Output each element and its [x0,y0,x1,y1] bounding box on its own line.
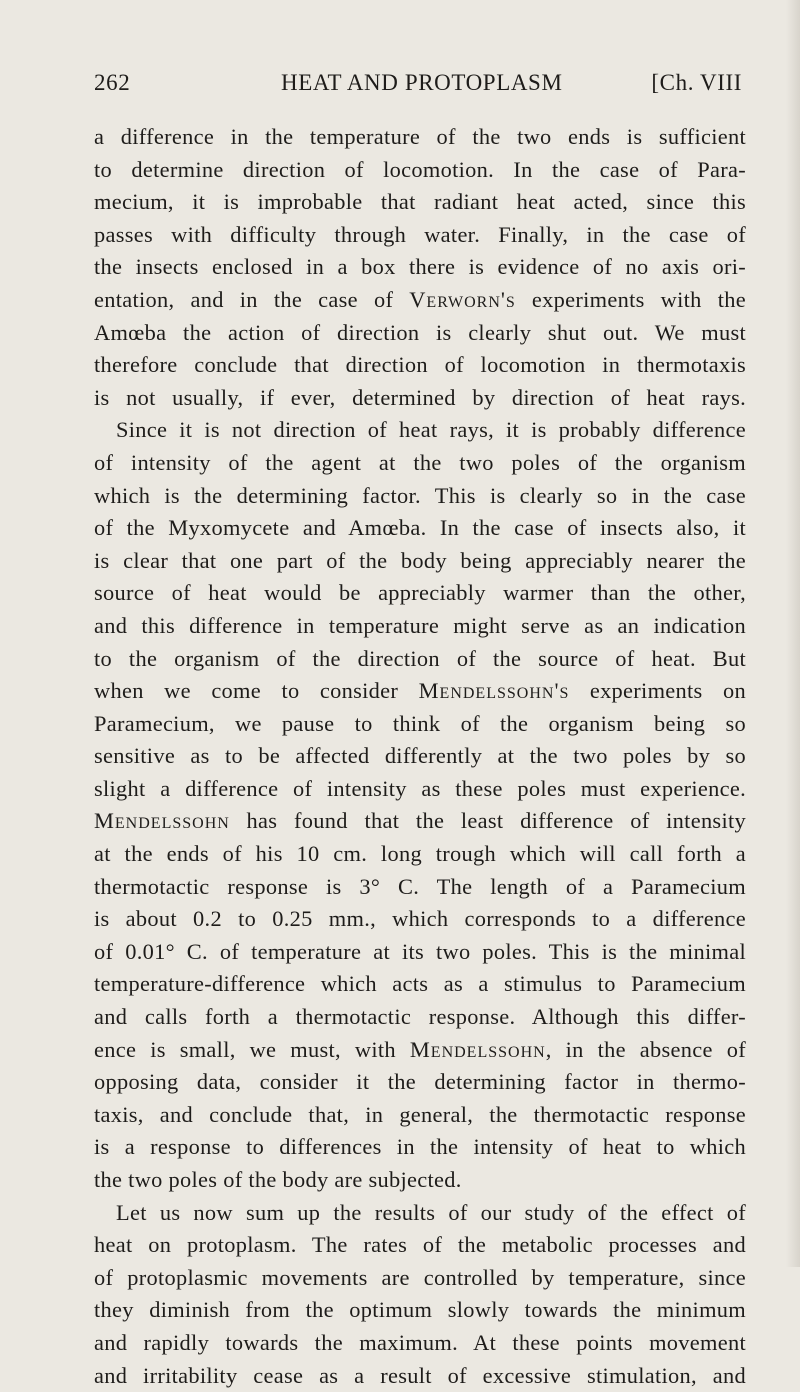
text-line: Amœba the action of direction is clearly shut out. We must [94,319,746,345]
running-header [94,70,742,104]
text-line: is not usually, if ever, determined by direction of heat rays. [94,384,746,410]
text-line: Let us now sum up the results of our study of the effect of [116,1199,746,1225]
text-line: source of heat would be appreciably warmer than the other, [94,580,746,606]
text-line: the insects enclosed in a box there is evidence of no axis ori- [94,254,746,280]
text-line: is a response to differences in the intensity of heat to which [94,1134,746,1160]
text-line: sensitive as to be affected differently at the two poles by so [94,743,746,769]
text-line: is clear that one part of the body being appreciably nearer the [94,547,746,573]
text-line: thermotactic response is 3° C. The length of a Paramecium [94,873,746,899]
page-number: 262 [94,70,131,95]
author-name: Mendelssohn's [418,678,570,704]
text-line: mecium, it is improbable that radiant heat acted, since this [94,189,746,215]
text-line: slight a difference of intensity as these poles must experience. [94,775,746,801]
text-line: at the ends of his 10 cm. long trough which will call forth a [94,841,746,867]
text-line: opposing data, consider it the determining factor in thermo- [94,1069,746,1095]
text-line: which is the determining factor. This is clearly so in the case [94,482,746,508]
text-line: of the Myxomycete and Amœba. In the case of insects also, it [94,515,746,541]
text-line: temperature-difference which acts as a stimulus to Paramecium [94,971,746,997]
text-line: heat on protoplasm. The rates of the metabolic processes and [94,1232,746,1258]
text-line: the two poles of the body are subjected. [94,1167,462,1192]
text-line: of intensity of the agent at the two poles of the organism [94,449,746,475]
text-line: entation, and in the case of Verworn's experiments with the [94,286,746,312]
text-line: when we come to consider Mendelssohn's experiments on [94,678,747,704]
text-line: to determine direction of locomotion. In the case of Para- [94,156,746,182]
author-name: Mendelssohn [94,808,230,834]
text-line: and irritability cease as a result of excessive stimulation, and [94,1362,746,1388]
text-line: ence is small, we must, with Mendelssohn, in the absence of [94,1036,746,1062]
text-line: a difference in the temperature of the two ends is sufficient [94,124,746,149]
text-line: taxis, and conclude that, in general, the thermotactic response [94,1101,746,1127]
text-line: to the organism of the direction of the source of heat. But [94,645,746,671]
chapter-label: [Ch. VIII [651,70,742,95]
text-line: therefore conclude that direction of locomotion in thermotaxis [94,352,746,378]
text-line: and rapidly towards the maximum. At these points movement [94,1329,746,1355]
text-line: of protoplasmic movements are controlled by temperature, since [94,1264,746,1290]
text-line: Since it is not direction of heat rays, it is probably difference [116,417,746,443]
text-line: Mendelssohn has found that the least difference of intensity [94,808,746,834]
author-name: Verworn's [409,286,516,312]
text-line: Paramecium, we pause to think of the organism being so [94,710,746,736]
text-line: is about 0.2 to 0.25 mm., which corresponds to a difference [94,906,746,932]
running-title: HEAT AND PROTOPLASM [281,70,563,95]
author-name: Mendelssohn [409,1036,546,1062]
text-line: passes with difficulty through water. Finally, in the case of [94,221,746,247]
text-line: and this difference in temperature might serve as an indication [94,612,746,638]
body-text [94,121,746,1392]
text-line: they diminish from the optimum slowly towards the minimum [94,1297,746,1323]
text-line: and calls forth a thermotactic response. Although this differ- [94,1004,746,1030]
text-line: of 0.01° C. of temperature at its two poles. This is the minimal [94,938,746,964]
